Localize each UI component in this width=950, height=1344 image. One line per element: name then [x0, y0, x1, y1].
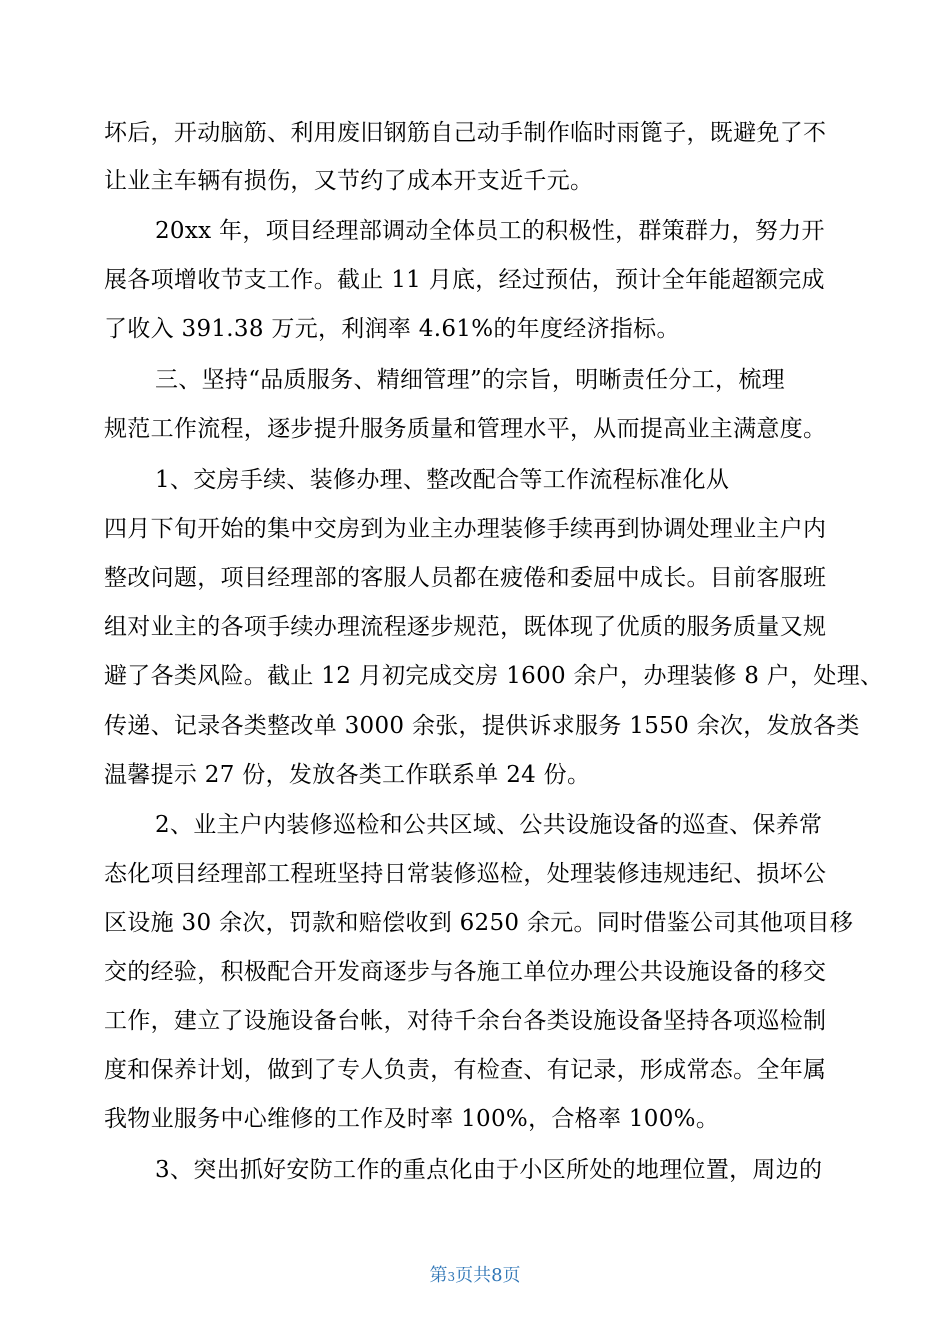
footer-suffix: 页: [502, 1265, 521, 1286]
body-line: 让业主车辆有损伤，又节约了成本开支近千元。: [104, 168, 594, 194]
body-line: 1、交房手续、装修办理、整改配合等工作流程标准化从: [155, 467, 730, 493]
body-line: 整改问题，项目经理部的客服人员都在疲倦和委屈中成长。目前客服班: [104, 565, 827, 591]
body-line: 交的经验，积极配合开发商逐步与各施工单位办理公共设施设备的移交: [104, 959, 827, 985]
body-line: 规范工作流程，逐步提升服务质量和管理水平，从而提高业主满意度。: [104, 416, 827, 442]
body-line: 3、突出抓好安防工作的重点化由于小区所处的地理位置，周边的: [155, 1157, 823, 1183]
body-line: 态化项目经理部工程班坚持日常装修巡检，处理装修违规违纪、损坏公: [104, 861, 827, 887]
body-line: 了收入 391.38 万元，利润率 4.61%的年度经济指标。: [104, 316, 680, 342]
body-line: 三、坚持“品质服务、精细管理”的宗旨，明晰责任分工，梳理: [155, 367, 785, 393]
body-line: 温馨提示 27 份，发放各类工作联系单 24 份。: [104, 762, 591, 788]
body-line: 展各项增收节支工作。截止 11 月底，经过预估，预计全年能超额完成: [104, 267, 825, 293]
footer-prefix: 第: [429, 1265, 448, 1286]
footer-middle: 页共: [455, 1265, 492, 1286]
body-line: 我物业服务中心维修的工作及时率 100%，合格率 100%。: [104, 1106, 720, 1132]
body-line: 度和保养计划，做到了专人负责，有检查、有记录，形成常态。全年属: [104, 1057, 827, 1083]
footer-total: 8: [491, 1265, 503, 1286]
body-line: 工作，建立了设施设备台帐，对待千余台各类设施设备坚持各项巡检制: [104, 1008, 827, 1034]
body-line: 传递、记录各类整改单 3000 余张，提供诉求服务 1550 余次，发放各类: [104, 713, 860, 739]
body-line: 四月下旬开始的集中交房到为业主办理装修手续再到协调处理业主户内: [104, 516, 827, 542]
page-footer: [0, 1264, 950, 1289]
body-line: 20xx 年，项目经理部调动全体员工的积极性，群策群力，努力开: [155, 218, 825, 244]
body-line: 坏后，开动脑筋、利用废旧钢筋自己动手制作临时雨篦子，既避免了不: [104, 120, 827, 146]
footer-page-number: 3: [447, 1270, 456, 1284]
body-line: 组对业主的各项手续办理流程逐步规范，既体现了优质的服务质量又规: [104, 614, 827, 640]
body-line: 区设施 30 余次，罚款和赔偿收到 6250 余元。同时借鉴公司其他项目移: [104, 910, 854, 936]
body-line: 2、业主户内装修巡检和公共区域、公共设施设备的巡查、保养常: [155, 812, 823, 838]
body-line: 避了各类风险。截止 12 月初完成交房 1600 余户，办理装修 8 户，处理、: [104, 663, 884, 689]
